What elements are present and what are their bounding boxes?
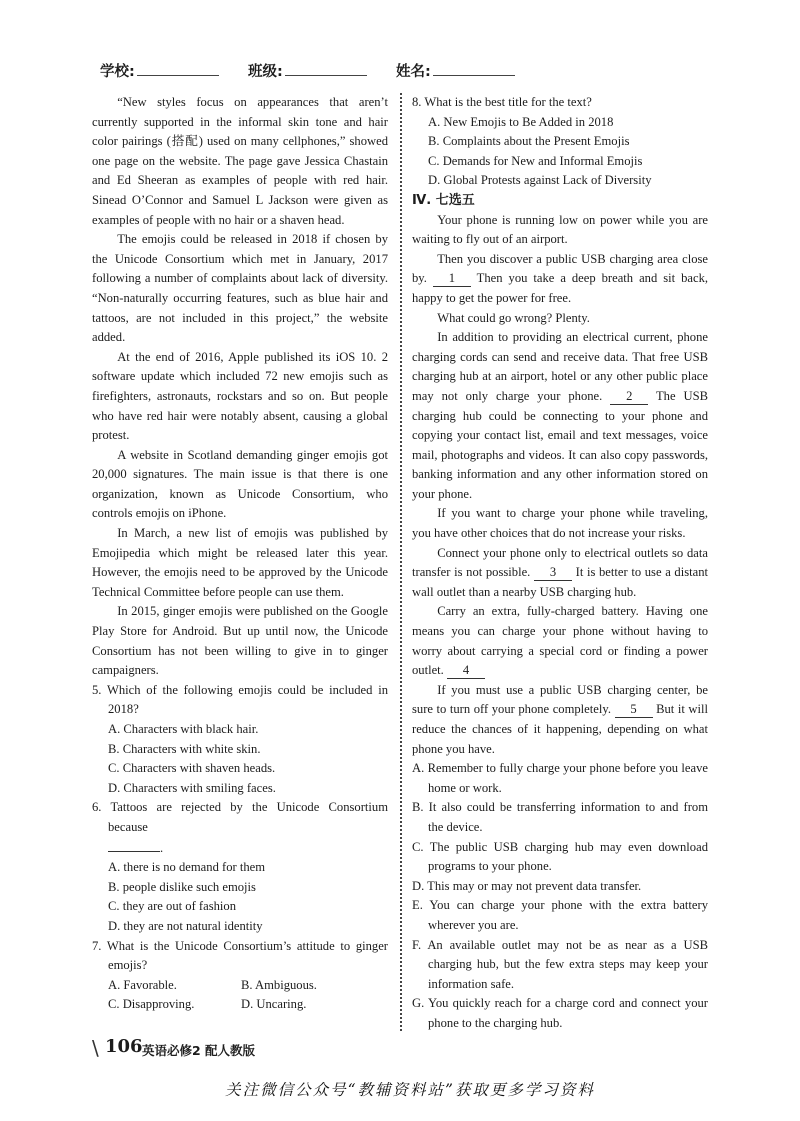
cloze-blank-5: 5 xyxy=(615,701,653,718)
choice-f: F. An available outlet may not be as near as a USB charging hub, but the few extra steps may keep your information safe. xyxy=(412,937,708,991)
student-info-header xyxy=(100,60,720,86)
question-6-stem: 6. Tattoos are rejected by the Unicode Consortium because xyxy=(92,800,388,834)
footer-slash-mark: \ xyxy=(92,1036,99,1060)
cloze-paragraph-7 xyxy=(412,602,708,680)
question-8-option-b: B. Complaints about the Present Emojis xyxy=(428,134,630,149)
passage-paragraph-6: In 2015, ginger emojis were published on the Google Play Store for Android. But up until now, the Unicode Consortium has not been willing to give in to ginger campaigners. xyxy=(92,604,388,678)
cloze-paragraph-6 xyxy=(412,544,708,603)
question-6-option-c: C. they are out of fashion xyxy=(108,899,237,914)
question-5-option-c: C. Characters with shaven heads. xyxy=(108,761,276,776)
passage-paragraph-2: The emojis could be released in 2018 if chosen by the Unicode Consortium which met in January, 2017 following a number of complaints about lack of diversity. “Non-naturally occurring features, such as blue hair and tattoos, are not included in this project,” the website added. xyxy=(92,232,388,345)
cloze-text: If you must use a public USB charging center, be sure to turn off your phone completely. xyxy=(412,682,708,717)
question-6-option-b: B. people dislike such emojis xyxy=(108,879,256,894)
cloze-paragraph-8 xyxy=(412,681,708,759)
cloze-text: Then you discover a public USB charging area close by. xyxy=(412,251,708,286)
name-blank-line xyxy=(433,61,515,76)
cloze-blank-2: 2 xyxy=(610,388,648,405)
question-5-option-b: B. Characters with white skin. xyxy=(108,741,261,756)
choice-c: C. The public USB charging hub may even download programs to your phone. xyxy=(412,839,708,874)
class-label: 班级: xyxy=(248,64,283,80)
cloze-paragraph-4 xyxy=(412,328,708,504)
question-5-option-d: D. Characters with smiling faces. xyxy=(108,780,276,795)
cloze-blank-4: 4 xyxy=(447,662,485,679)
question-7-option-d: D. Uncaring. xyxy=(241,997,307,1012)
school-blank-line xyxy=(137,61,219,76)
choice-b: B. It also could be transferring information to and from the device. xyxy=(412,800,708,834)
name-label: 姓名: xyxy=(396,64,431,80)
book-title: 英语必修2 配人教版 xyxy=(142,1043,256,1058)
question-5-option-a: A. Characters with black hair. xyxy=(108,722,259,736)
cloze-text: It is better to use a distant wall outlet than a nearby USB charging hub. xyxy=(412,565,709,599)
cloze-paragraph-3: What could go wrong? Plenty. xyxy=(437,310,590,325)
question-7-stem: 7. What is the Unicode Consortium’s attitude to ginger emojis? xyxy=(92,938,388,973)
column-divider xyxy=(400,93,402,1031)
handwritten-note: 关注微信公众号“教辅资料站”获取更多学习资料 xyxy=(225,1081,595,1099)
class-field xyxy=(248,60,367,81)
question-7-options-row-1 xyxy=(92,976,388,996)
passage-paragraph-5: In March, a new list of emojis was published by Emojipedia which might be released later this year. However, the emojis need to be approved by the Unicode Technical Committee before people can use them. xyxy=(92,526,388,599)
left-column xyxy=(92,93,388,1015)
question-7-option-c: C. Disapproving. xyxy=(108,997,195,1012)
question-6-option-d: D. they are not natural identity xyxy=(108,918,263,933)
question-8-stem: 8. What is the best title for the text? xyxy=(412,95,592,109)
question-8-option-a: A. New Emojis to Be Added in 2018 xyxy=(428,114,614,129)
cloze-text: Carry an extra, fully-charged battery. Having one means you can charge your phone without having to worry about carrying a special cord or finding a power outlet. xyxy=(412,604,708,678)
cloze-text: The USB charging hub could be connecting to your phone and copying your contact list, email and text messages, voice mail, photographs and videos. It can also copy passwords, banking information and any other information stored on your phone. xyxy=(412,388,708,501)
choice-a: A. Remember to fully charge your phone before you leave home or work. xyxy=(412,761,708,795)
cloze-text: Then you take a deep breath and sit back, happy to get the power for free. xyxy=(412,271,709,305)
question-8-option-c: C. Demands for New and Informal Emojis xyxy=(428,153,643,168)
right-column xyxy=(412,93,708,1034)
passage-paragraph-3: At the end of 2016, Apple published its iOS 10. 2 software update which included 72 new emojis such as firefighters, astronauts, rockstars and so on. But people who have red hair were notably absent, causing a global protest. xyxy=(92,349,388,443)
choice-d: D. This may or may not prevent data transfer. xyxy=(412,878,642,893)
question-7-option-a: A. Favorable. xyxy=(108,977,177,992)
class-blank-line xyxy=(285,61,367,76)
question-6-blank xyxy=(92,838,388,859)
answer-blank-line xyxy=(108,838,160,852)
page-number: 106 xyxy=(105,1036,143,1057)
cloze-paragraph-2 xyxy=(412,250,708,309)
cloze-text: Connect your phone only to electrical outlets so data transfer is not possible. xyxy=(412,545,708,580)
cloze-paragraph-1: Your phone is running low on power while you are waiting to fly out of an airport. xyxy=(412,212,708,247)
section-title: Ⅳ. 七选五 xyxy=(412,192,475,208)
school-field xyxy=(100,60,219,81)
cloze-text: But it will reduce the chances of it happening, depending on what phone you have. xyxy=(412,702,708,756)
question-7-option-b: B. Ambiguous. xyxy=(241,977,317,992)
choice-e: E. You can charge your phone with the extra battery wherever you are. xyxy=(412,898,708,932)
cloze-blank-1: 1 xyxy=(433,270,471,287)
passage-paragraph-4: A website in Scotland demanding ginger emojis got 20,000 signatures. The main issue is that there is one organization, known as Unicode Consortium, who controls emojis on iPhone. xyxy=(92,447,388,521)
name-field xyxy=(396,60,515,81)
choice-g: G. You quickly reach for a charge cord and connect your phone to the charging hub. xyxy=(412,996,708,1030)
school-label: 学校: xyxy=(100,64,135,80)
cloze-text: In addition to providing an electrical current, phone charging cords can send and receive data. That free USB charging hub at an airport, hotel or any other public place may not only charge your phone. xyxy=(412,330,708,403)
question-5-stem: 5. Which of the following emojis could be included in 2018? xyxy=(92,682,388,717)
cloze-blank-3: 3 xyxy=(534,564,572,581)
passage-paragraph-1: “New styles focus on appearances that aren’t currently supported in the informal skin tone and hair color pairings (搭配) used on many cellphones,” showed one page on the website. The page gave Jessica Chastain and Ed Sheeran as examples of people with red hair. Sinead O’Connor and Samuel L Jackson were given as examples of people with no hair or a shaven head. xyxy=(92,95,388,227)
page-footer xyxy=(92,1038,392,1062)
question-8-option-d: D. Global Protests against Lack of Diversity xyxy=(428,173,652,188)
question-6-option-a: A. there is no demand for them xyxy=(108,860,266,875)
question-6-blank-end: . xyxy=(160,840,164,855)
question-7-options-row-2 xyxy=(92,995,388,1015)
cloze-paragraph-5: If you want to charge your phone while traveling, you have other choices that do not increase your risks. xyxy=(412,506,708,541)
